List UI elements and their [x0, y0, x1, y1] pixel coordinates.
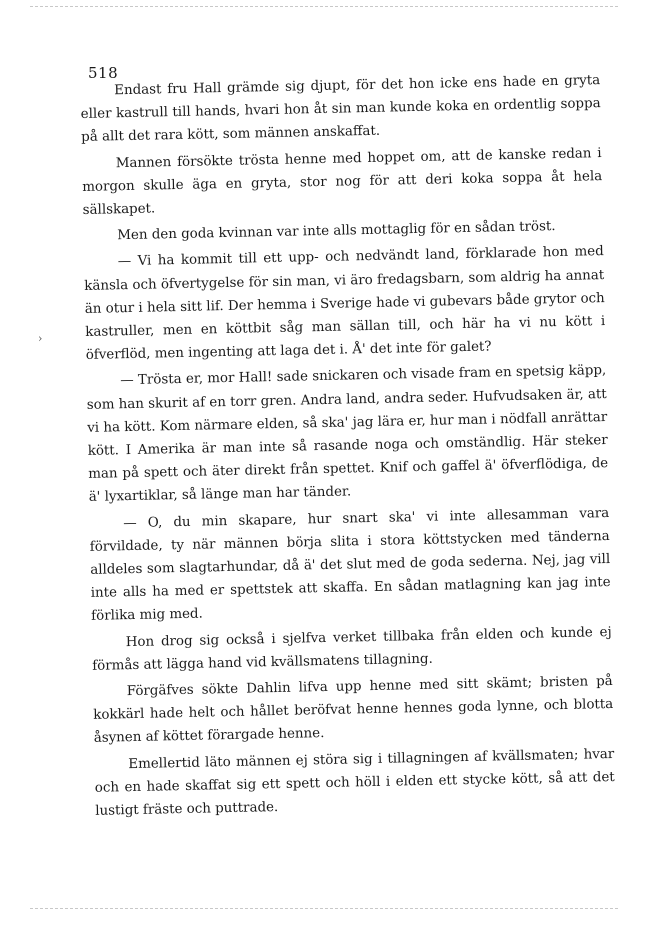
- paragraph: Emellertid läto männen ej störa sig i tillagningen af kvällsmaten; hvar och en hade skaffat sig ett spett och höll i elden ett stycke kött, så att det lustigt fräste och puttrade.: [94, 746, 615, 819]
- body-text: [80, 69, 616, 826]
- paragraph: Förgäfves sökte Dahlin lifva upp henne med sitt skämt; bristen på kokkärl hade helt och hållet beröfvat henne hennes goda lynne, och blotta åsynen af köttet förargade henne.: [93, 674, 614, 747]
- scan-edge-bottom: [30, 908, 618, 909]
- margin-mark: ›: [38, 332, 43, 345]
- paragraph: — Vi ha kommit till ett upp- och nedvändt land, förklarade hon med känsla och öfvertygelse för sin man, vi äro fredagsbarn, som aldrig ha annat än otur i hela sitt lif. Der hemma i Sverige hade vi gubevars både grytor och kastruller, men en köttbit såg man sällan till, och här ha vi nu kött i öfverflöd, men ingenting att laga det i. Å' det inte för galet?: [84, 244, 606, 364]
- paragraph: — O, du min skapare, hur snart ska' vi inte allesamman vara förvildade, ty när männen börja slita i stora köttstycken med tänderna alldeles som slagtarhundar, då ä' det slut med de goda sederna. Nej, jag vill inte alls ha med er spettstek att skaffa. En sådan matlagning kan jag inte förlika mig med.: [89, 505, 611, 625]
- paragraph: Mannen försökte trösta henne med hoppet om, att de kanske redan i morgon skulle äga en gryta, stor nog för att deri koka soppa åt hela sällskapet.: [82, 145, 603, 218]
- paragraph: Hon drog sig också i sjelfva verket tillbaka från elden och kunde ej förmås att lägga hand vid kvällsmatens tillagning.: [92, 624, 612, 674]
- paragraph: Men den goda kvinnan var inte alls mottaglig för en sådan tröst.: [117, 219, 556, 244]
- paragraph: Endast fru Hall grämde sig djupt, för det hon icke ens hade en gryta eller kastrull till hands, hvari hon åt sin man kunde koka en ordentlig soppa på allt det rara kött, som männen anskaffat.: [80, 73, 601, 146]
- page-number: 518: [88, 64, 119, 82]
- paragraph: — Trösta er, mor Hall! sade snickaren och visade fram en spetsig käpp, som han skurit af en torr gren. Andra land, andra seder. Hufvudsaken är, att vi ha kött. Kom närmare elden, så ska' jag lära er, hur man i nödfall anrättar kött. I Amerika är man inte så rasande noga och omständlig. Här steker man på spett och äter direkt från spettet. Knif och gaffel ä' öfverflödiga, de ä' lyxartiklar, så länge man har tänder.: [86, 363, 609, 506]
- scan-edge-top: [30, 6, 618, 7]
